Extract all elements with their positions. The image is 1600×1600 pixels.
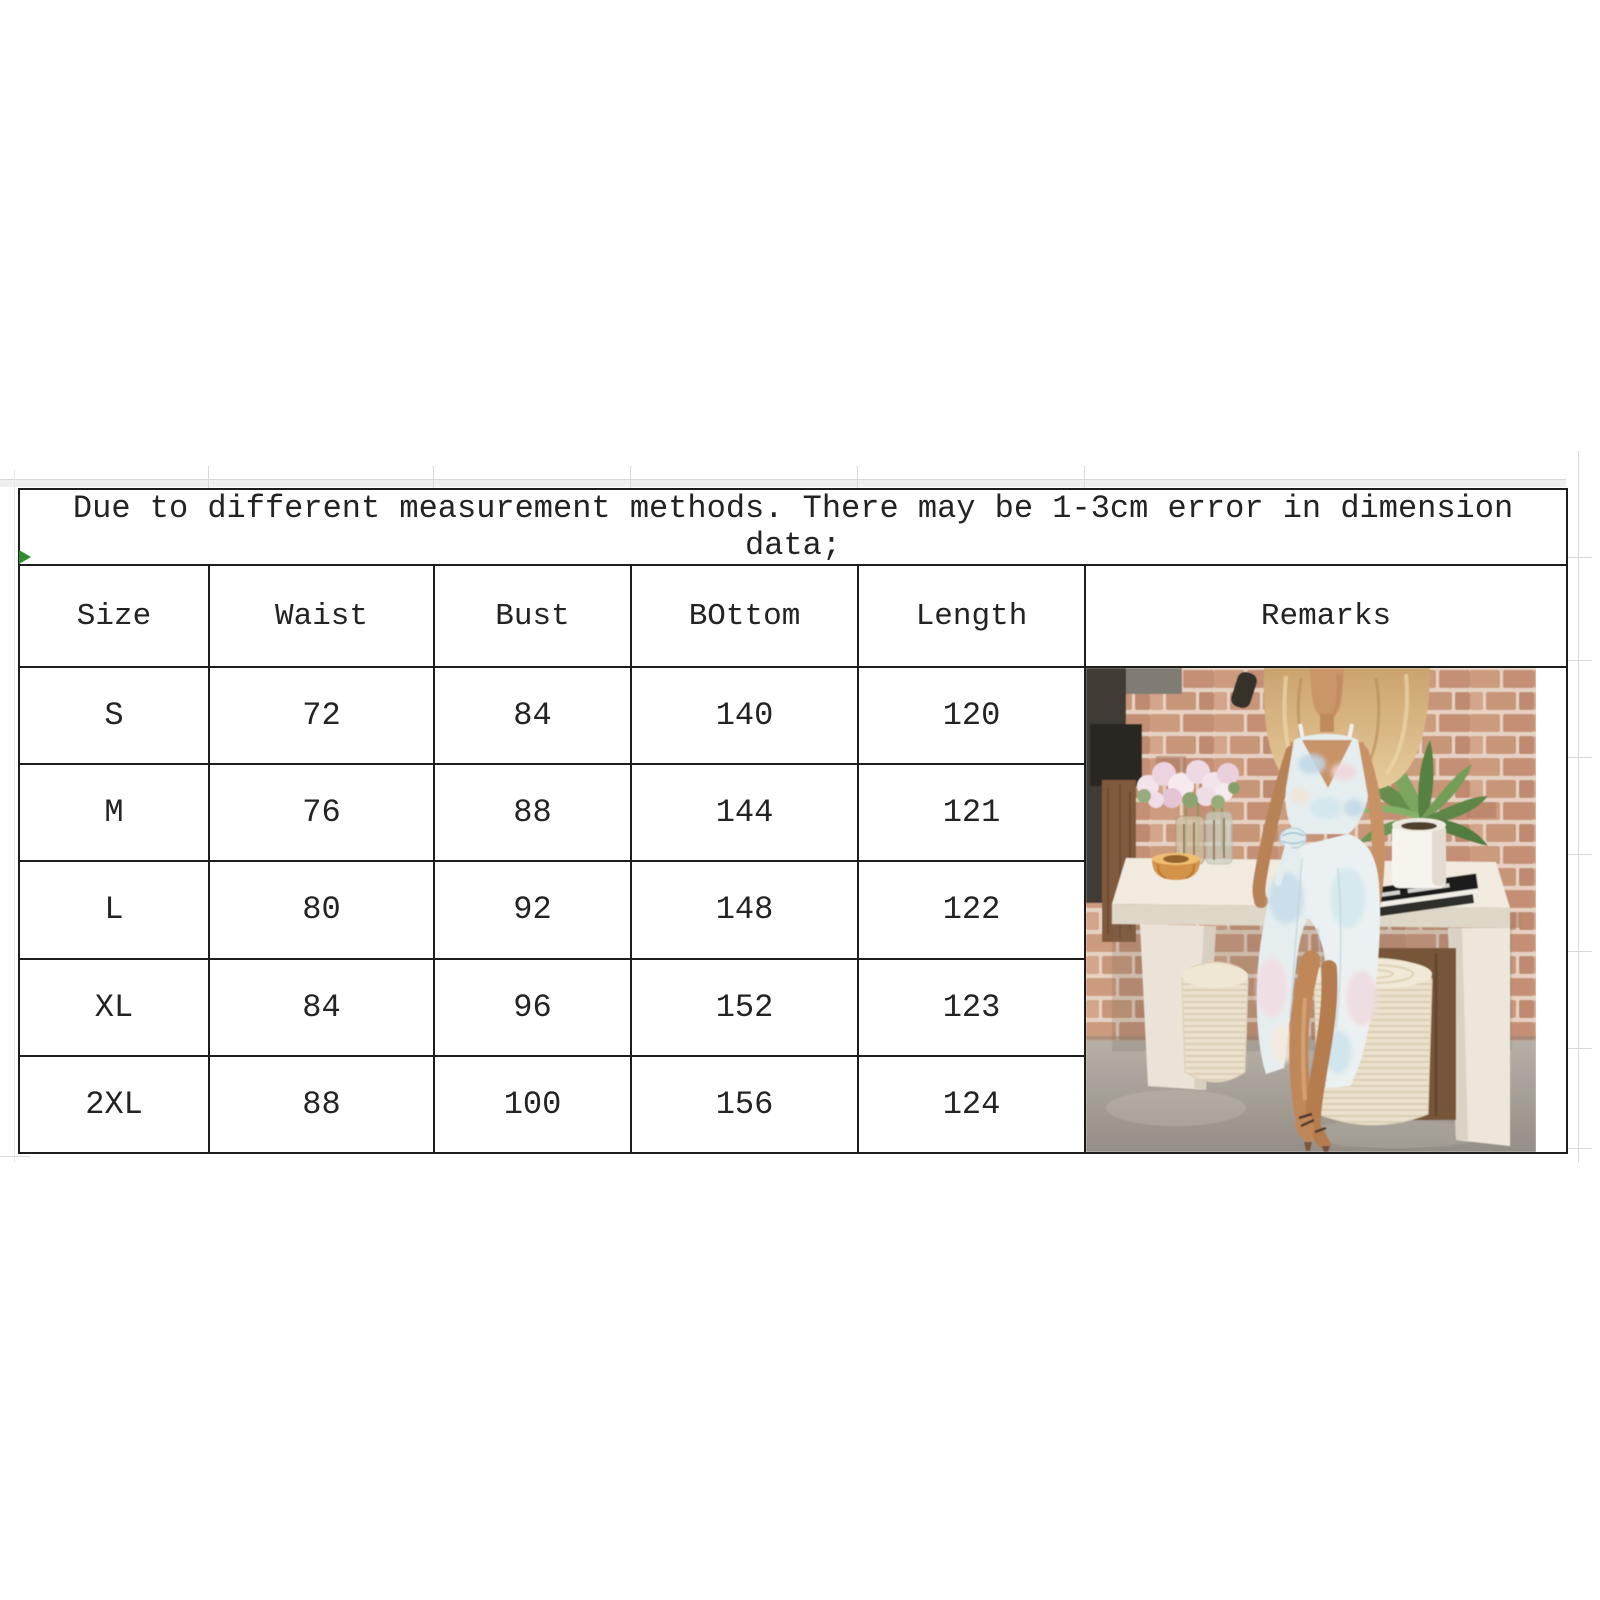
gridline	[208, 466, 209, 488]
cell-bottom: 148	[631, 861, 858, 958]
cell-length: 122	[858, 861, 1085, 958]
gridline	[0, 1156, 30, 1157]
measurement-notice: Due to different measurement methods. There may be 1-3cm error in dimension data;	[19, 489, 1567, 565]
cell-size: S	[19, 667, 209, 764]
gridline	[0, 480, 1566, 487]
gridline	[1566, 1148, 1592, 1149]
column-header-waist: Waist	[209, 565, 434, 667]
cell-bottom: 140	[631, 667, 858, 764]
column-header-bust: Bust	[434, 565, 631, 667]
cell-waist: 80	[209, 861, 434, 958]
cell-waist: 88	[209, 1056, 434, 1153]
remarks-photo-cell	[1085, 667, 1567, 1153]
cell-length: 123	[858, 959, 1085, 1056]
cell-bust: 84	[434, 667, 631, 764]
cell-bottom: 152	[631, 959, 858, 1056]
cell-bottom: 144	[631, 764, 858, 861]
cell-bust: 100	[434, 1056, 631, 1153]
gridline	[1566, 951, 1592, 952]
cell-bust: 92	[434, 861, 631, 958]
gridline	[1566, 660, 1592, 661]
cell-bottom: 156	[631, 1056, 858, 1153]
header-row	[19, 565, 1567, 667]
column-header-length: Length	[858, 565, 1085, 667]
gridline	[1084, 466, 1085, 488]
gridline	[1566, 557, 1592, 558]
cell-bust: 96	[434, 959, 631, 1056]
cell-length: 121	[858, 764, 1085, 861]
cell-length: 120	[858, 667, 1085, 764]
gridline	[1566, 1048, 1592, 1049]
gridline	[857, 466, 858, 488]
cell-size: L	[19, 861, 209, 958]
gridline	[1566, 854, 1592, 855]
cell-size: M	[19, 764, 209, 861]
cell-size: 2XL	[19, 1056, 209, 1153]
notice-row	[19, 489, 1567, 565]
gridline	[630, 466, 631, 488]
gridline	[0, 479, 1566, 480]
size-chart-table	[18, 488, 1568, 1154]
gridline	[14, 470, 15, 1162]
cell-length: 124	[858, 1056, 1085, 1153]
column-header-remarks: Remarks	[1085, 565, 1567, 667]
gridline	[433, 466, 434, 488]
table-row-s	[19, 667, 1567, 764]
cell-size: XL	[19, 959, 209, 1056]
cell-waist: 84	[209, 959, 434, 1056]
cell-waist: 76	[209, 764, 434, 861]
remarks-photo-illustration	[1086, 668, 1536, 1152]
column-header-size: Size	[19, 565, 209, 667]
column-header-bottom: BOttom	[631, 565, 858, 667]
cell-waist: 72	[209, 667, 434, 764]
cell-bust: 88	[434, 764, 631, 861]
selection-triangle-icon	[19, 550, 31, 564]
gridline	[1566, 757, 1592, 758]
